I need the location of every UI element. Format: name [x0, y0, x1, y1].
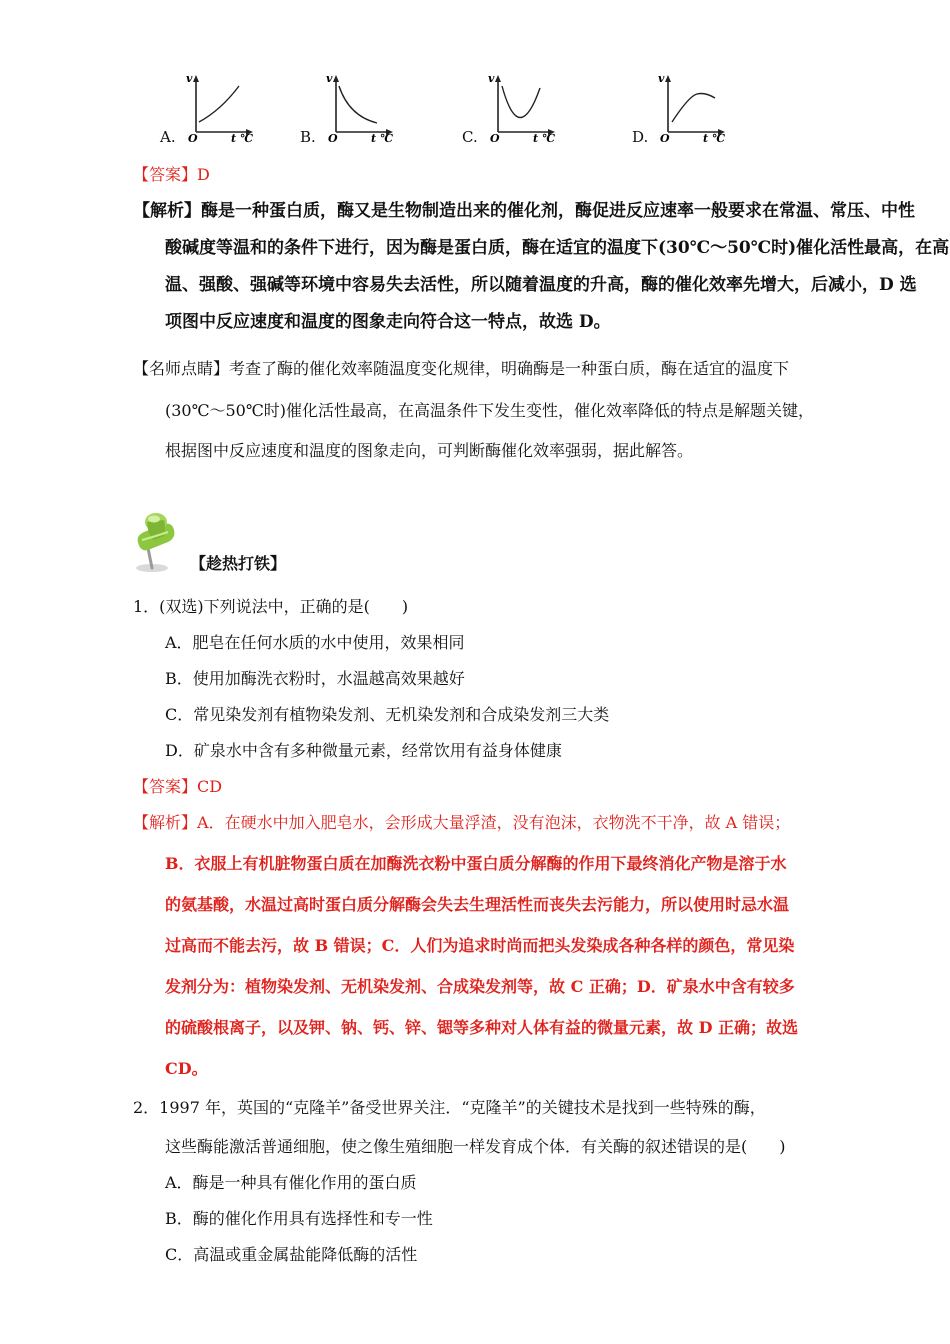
q1-option-d: D．矿泉水中含有多种微量元素，经常饮用有益身体健康 [165, 741, 562, 760]
q0-analysis-text-1: 酶是一种蛋白质，酶又是生物制造出来的催化剂，酶促进反应速率一般要求在常温、常压、中性 [201, 201, 915, 221]
q2-option-c: C．高温或重金属盐能降低酶的活性 [165, 1245, 418, 1264]
q1-stem: 1．(双选)下列说法中，正确的是( ) [133, 597, 409, 616]
q1-analysis-line-1 [133, 810, 790, 833]
q1-option-c: C．常见染发剂有植物染发剂、无机染发剂和合成染发剂三大类 [165, 705, 610, 724]
graph-c-origin: O [490, 132, 500, 145]
q0-analysis-line-4: 项图中反应速度和温度的图象走向符合这一特点，故选 D。 [165, 312, 611, 332]
q0-analysis-line-3: 温、强酸、强碱等环境中容易失去活性，所以随着温度的升高，酶的催化效率先增大，后减小，D 选 [165, 275, 917, 295]
q1-answer-value: CD [197, 777, 223, 796]
graph-b-decreasing [323, 74, 403, 146]
graph-c-x-label: t ℃ [533, 132, 556, 145]
graph-c-u-shape [485, 74, 565, 146]
q2-stem-line-1: 2．1997 年，英国的“克隆羊”备受世界关注．“克隆羊”的关键技术是找到一些特殊的酶， [133, 1098, 766, 1117]
graph-d-x-label: t ℃ [703, 132, 726, 145]
q2-option-b: B．酶的催化作用具有选择性和专一性 [165, 1209, 433, 1228]
q1-option-b: B．使用加酶洗衣粉时，水温越高效果越好 [165, 669, 465, 688]
q0-answer-tag: 【答案】 [133, 165, 198, 184]
graph-a-increasing [183, 74, 263, 146]
q0-tip-text-1: 考查了酶的催化效率随温度变化规律，明确酶是一种蛋白质，酶在适宜的温度下 [229, 359, 790, 378]
graph-a-y-label: v [186, 74, 193, 85]
q1-analysis-tag: 【解析】 [133, 813, 198, 832]
q2-option-a: A．酶是一种具有催化作用的蛋白质 [165, 1173, 417, 1192]
q1-analysis-line-2: B．衣服上有机脏物蛋白质在加酶洗衣粉中蛋白质分解酶的作用下最终消化产物是溶于水 [165, 854, 787, 873]
graph-d-y-label: v [658, 74, 665, 85]
q1-analysis-line-6: 的硫酸根离子，以及钾、钠、钙、锌、锶等多种对人体有益的微量元素，故 D 正确；故选 [165, 1018, 799, 1037]
q1-analysis-line-4: 过高而不能去污，故 B 错误；C．人们为追求时尚而把头发染成各种各样的颜色，常见染 [165, 936, 795, 955]
q0-tip-line-3: 根据图中反应速度和温度的图象走向，可判断酶催化效率强弱，据此解答。 [165, 441, 694, 460]
graph-d-rise-then-fall [655, 74, 735, 146]
option-c-label: C. [462, 128, 478, 146]
graph-b-origin: O [328, 132, 338, 145]
q2-stem-line-2: 这些酶能激活普通细胞，使之像生殖细胞一样发育成个体．有关酶的叙述错误的是( ) [165, 1137, 786, 1156]
q1-answer [133, 774, 222, 797]
q1-analysis-line-7: CD。 [165, 1059, 208, 1078]
q0-answer [133, 162, 210, 185]
graph-a-x-label: t ℃ [231, 132, 254, 145]
section-title: 【趁热打铁】 [190, 554, 287, 573]
q0-analysis-tag: 【解析】 [133, 201, 201, 221]
q0-tip-line-2: (30℃～50℃时)催化活性最高，在高温条件下发生变性，催化效率降低的特点是解题关键， [165, 401, 815, 420]
q0-tip-line-1 [133, 356, 789, 379]
option-d-label: D. [632, 128, 649, 146]
q1-option-a: A．肥皂在任何水质的水中使用，效果相同 [165, 633, 465, 652]
q1-analysis-line-5: 发剂分为：植物染发剂、无机染发剂、合成染发剂等，故 C 正确；D．矿泉水中含有较多 [165, 977, 795, 996]
graph-d-origin: O [660, 132, 670, 145]
pushpin-icon [130, 510, 186, 578]
option-a-label: A. [160, 128, 176, 146]
q1-answer-tag: 【答案】 [133, 777, 198, 796]
graph-c-y-label: v [488, 74, 495, 85]
q1-analysis-line-3: 的氨基酸，水温过高时蛋白质分解酶会失去生理活性而丧失去污能力，所以使用时忌水温 [165, 895, 790, 914]
q0-answer-value: D [197, 165, 210, 184]
graph-b-x-label: t ℃ [371, 132, 394, 145]
q0-tip-tag: 【名师点睛】 [133, 359, 230, 378]
q0-analysis-line-2: 酸碱度等温和的条件下进行，因为酶是蛋白质，酶在适宜的温度下(30℃～50℃时)催化活性最高，在高 [165, 238, 950, 258]
q1-analysis-first: A．在硬水中加入肥皂水，会形成大量浮渣，没有泡沫，衣物洗不干净，故 A 错误； [197, 813, 791, 832]
q0-analysis-line-1 [133, 196, 915, 221]
graph-a-origin: O [188, 132, 198, 145]
graph-b-y-label: v [326, 74, 333, 85]
option-b-label: B. [300, 128, 316, 146]
